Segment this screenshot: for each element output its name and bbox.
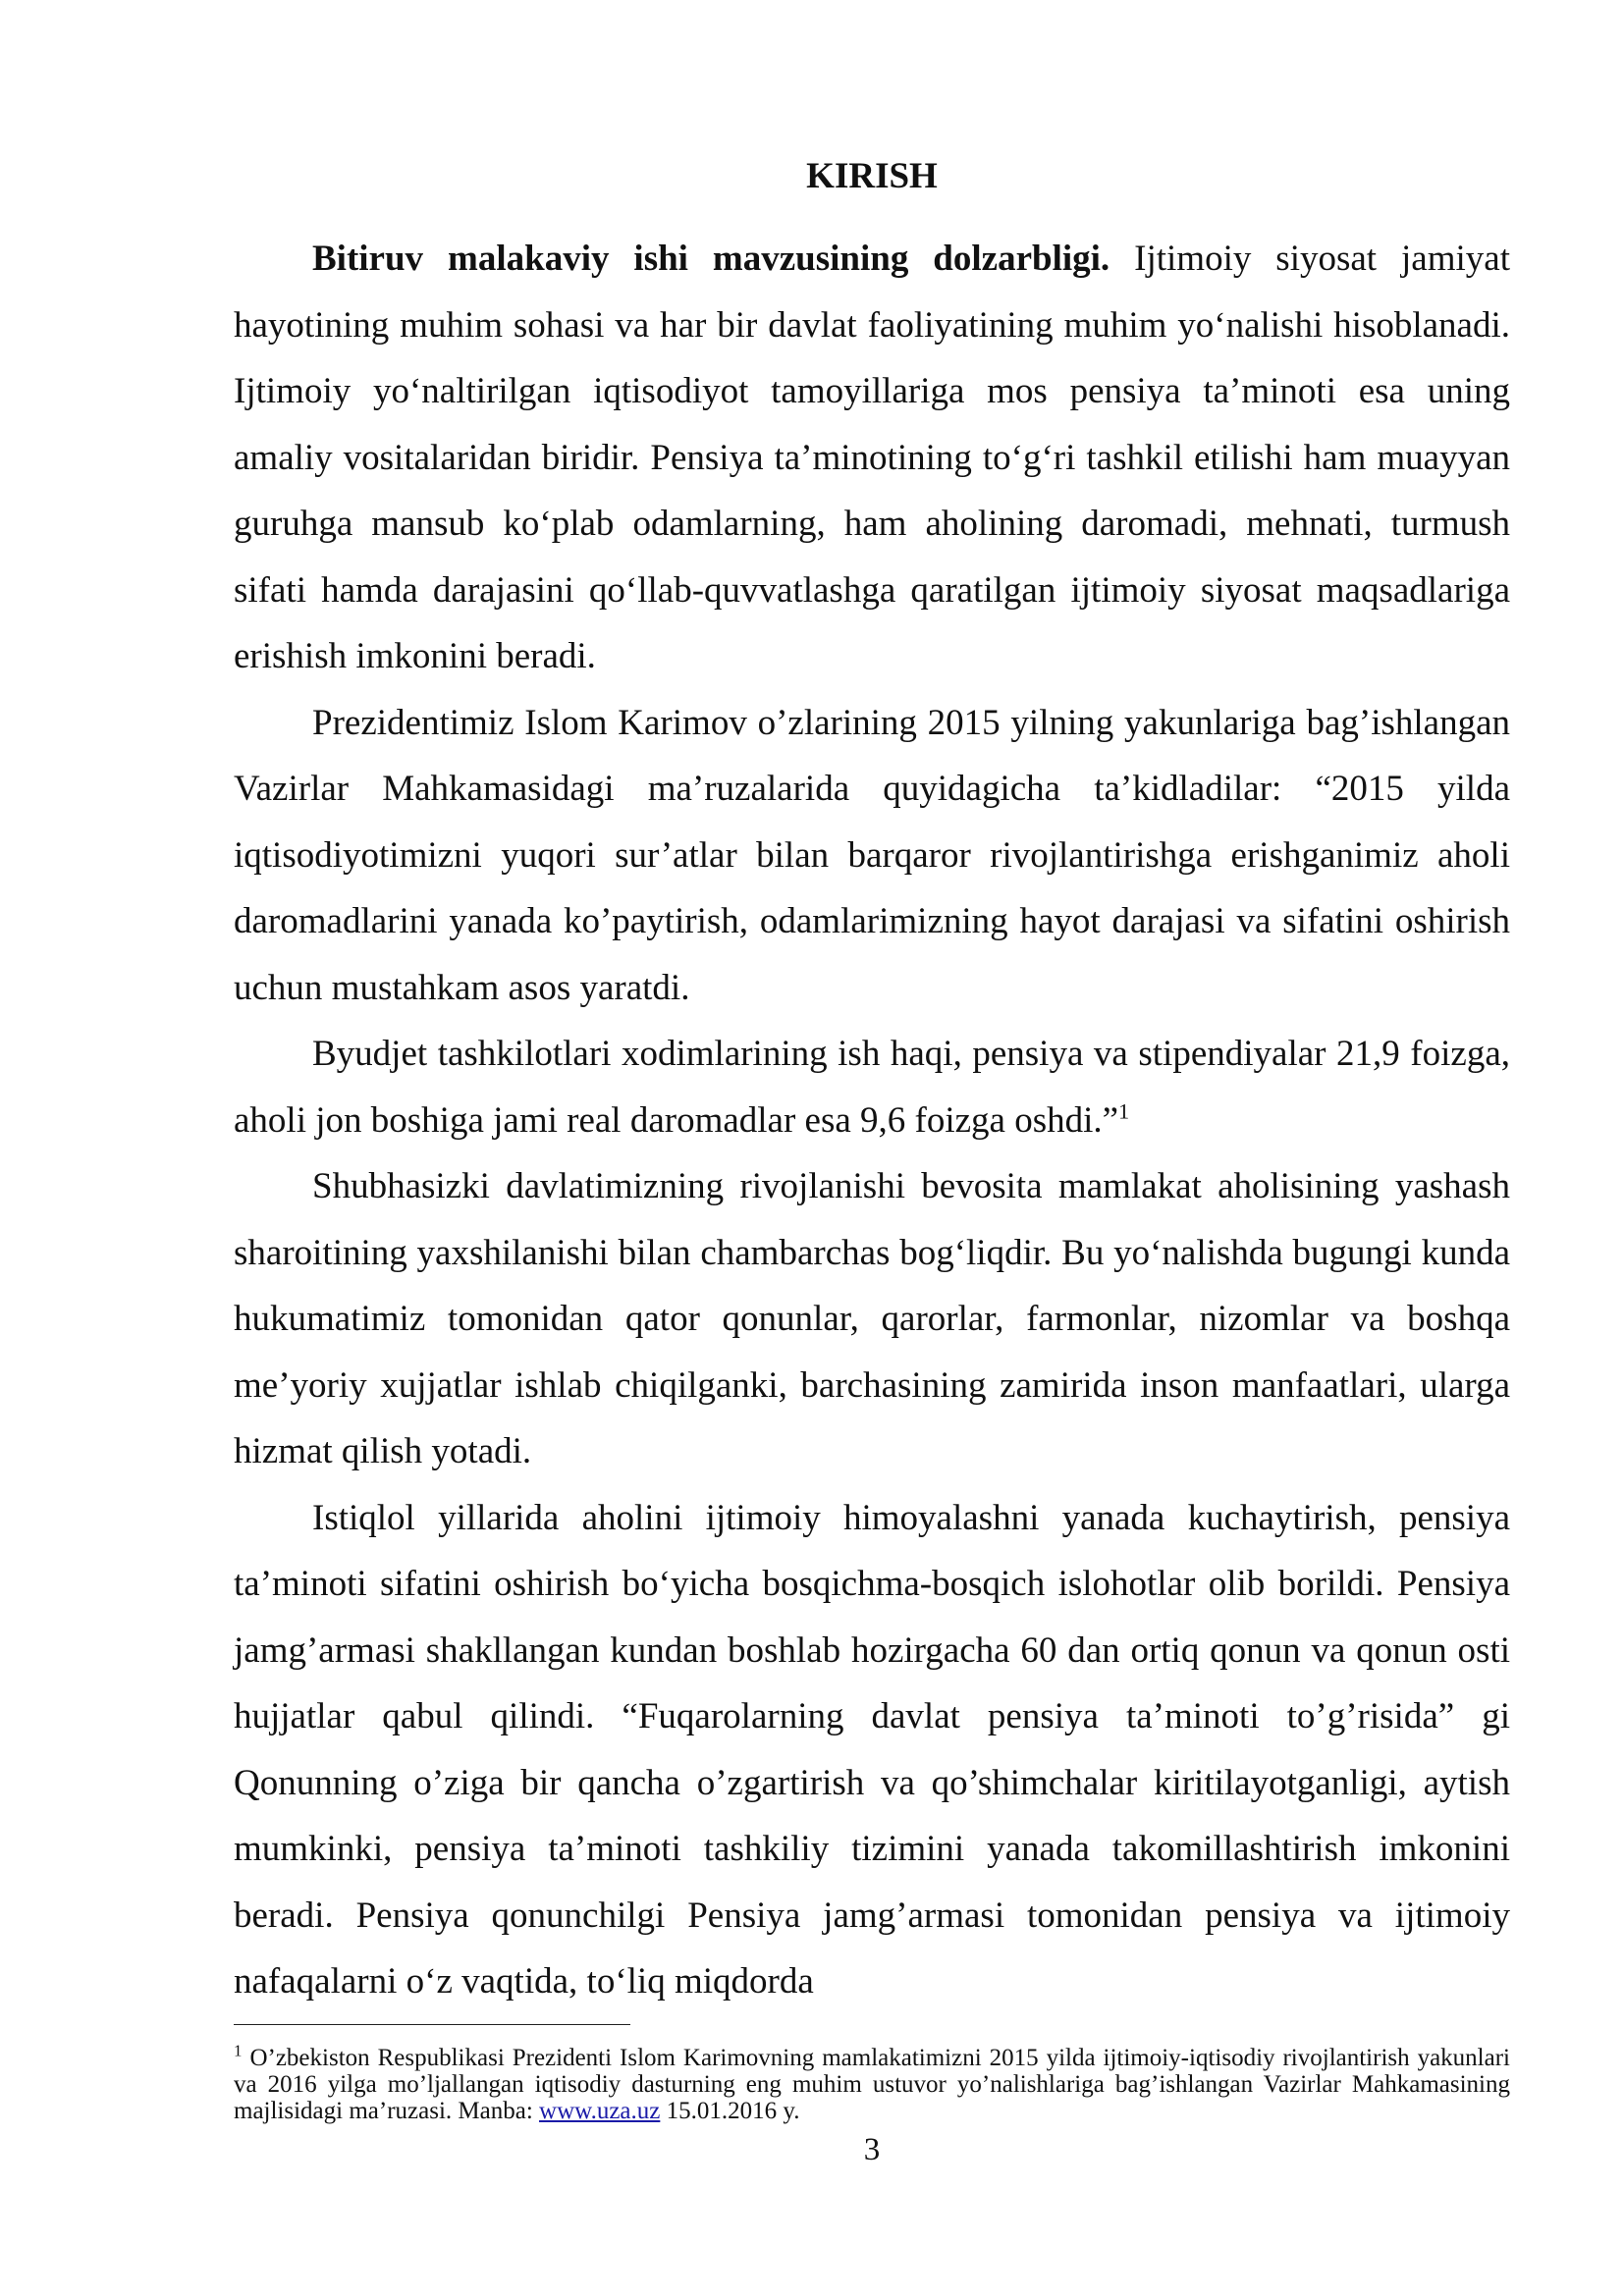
footnote-mark: 1 xyxy=(234,2041,243,2060)
footnote-date: 15.01.2016 y. xyxy=(660,2098,800,2124)
footnote-divider xyxy=(234,2024,630,2025)
footnote-text: O’zbekiston Respublikasi Prezidenti Islom Karimovning mamlakatimizni 2015 yilda ijtimoiy-iqtisodiy rivojlantirish yakunlari va 2016 yilga mo’ljallangan iqtisodiy dasturning eng muhim ustuvor yo’nalishlariga bag’ishlangan Vazirlar Mahkamasining majlisidagi ma’ruzasi. Manba: xyxy=(234,2045,1510,2124)
paragraph-development: Shubhasizki davlatimizning rivojlanishi bevosita mamlakat aholisining yashash sharoitining yaxshilanishi bilan chambarchas bog‘liqdir. Bu yo‘nalishda bugungi kunda hukumatimiz tomonidan qator qonunlar, qarorlar, farmonlar, nizomlar va boshqa me’yoriy xujjatlar ishlab chiqilganki, barchasining zamirida inson manfaatlari, ularga hizmat qilish yotadi. xyxy=(234,1166,1510,1471)
paragraph-budget-growth xyxy=(234,1021,1510,1153)
section-heading: KIRISH xyxy=(806,156,938,196)
relevance-text: Ijtimoiy siyosat jamiyat hayotining muhim sohasi va har bir davlat faoliyatining muhim yo‘nalishi hisoblanadi. Ijtimoiy yo‘naltirilgan iqtisodiyot tamoyillariga mos pensiya ta’minoti esa uning amaliy vositalaridan biridir. Pensiya ta’minotining to‘g‘ri tashkil etilishi ham muayyan guruhga mansub ko‘plab odamlarning, ham aholining daromadi, mehnati, turmush sifati hamda darajasini qo‘llab-quvvatlashga qaratilgan ijtimoiy siyosat maqsadlariga erishish imkonini beradi. xyxy=(234,239,1510,676)
relevance-lead: Bitiruv malakaviy ishi mavzusining dolzarbligi. xyxy=(312,239,1110,279)
footnote-source-link[interactable]: www.uza.uz xyxy=(539,2098,661,2124)
footnote xyxy=(234,2041,1510,2124)
paragraph-president-quote: Prezidentimiz Islom Karimov o’zlarining 2015 yilning yakunlariga bag’ishlangan Vazirlar Mahkamasidagi ma’ruzalarida quyidagicha ta’kidladilar: “2015 yilda iqtisodiyotimizni yuqori sur’atlar bilan barqaror rivojlantirishga erishganimiz aholi daromadlarini yanada ko’paytirish, odamlarimizning hayot darajasi va sifatini oshirish uchun mustahkam asos yaratdi. xyxy=(234,702,1510,1008)
page-number: 3 xyxy=(863,2132,881,2167)
paragraph-independence: Istiqlol yillarida aholini ijtimoiy himoyalashni yanada kuchaytirish, pensiya ta’minoti sifatini oshirish bo‘yicha bosqichma-bosqich islohotlar olib borildi. Pensiya jamg’armasi shakllangan kundan boshlab hozirgacha 60 dan ortiq qonun va qonun osti hujjatlar qabul qilindi. “Fuqarolarning davlat pensiya ta’minoti to’g’risida” gi Qonunning o’ziga bir qancha o’zgartirish va qo’shimchalar kiritilayotganligi, aytish mumkinki, pensiya ta’minoti tashkiliy tizimini yanada takomillashtirish imkonini beradi. Pensiya qonunchilgi Pensiya jamg’armasi tomonidan pensiya va ijtimoiy nafaqalarni o‘z vaqtida, to‘liq miqdorda xyxy=(234,1497,1510,2002)
body-text xyxy=(234,226,1510,2015)
budget-growth-text: Byudjet tashkilotlari xodimlarining ish haqi, pensiya va stipendiyalar 21,9 foizga, aholi jon boshiga jami real daromadlar esa 9,6 foizga oshdi.” xyxy=(234,1034,1510,1141)
paragraph-relevance xyxy=(234,226,1510,690)
footnote-reference[interactable]: 1 xyxy=(1118,1098,1130,1124)
